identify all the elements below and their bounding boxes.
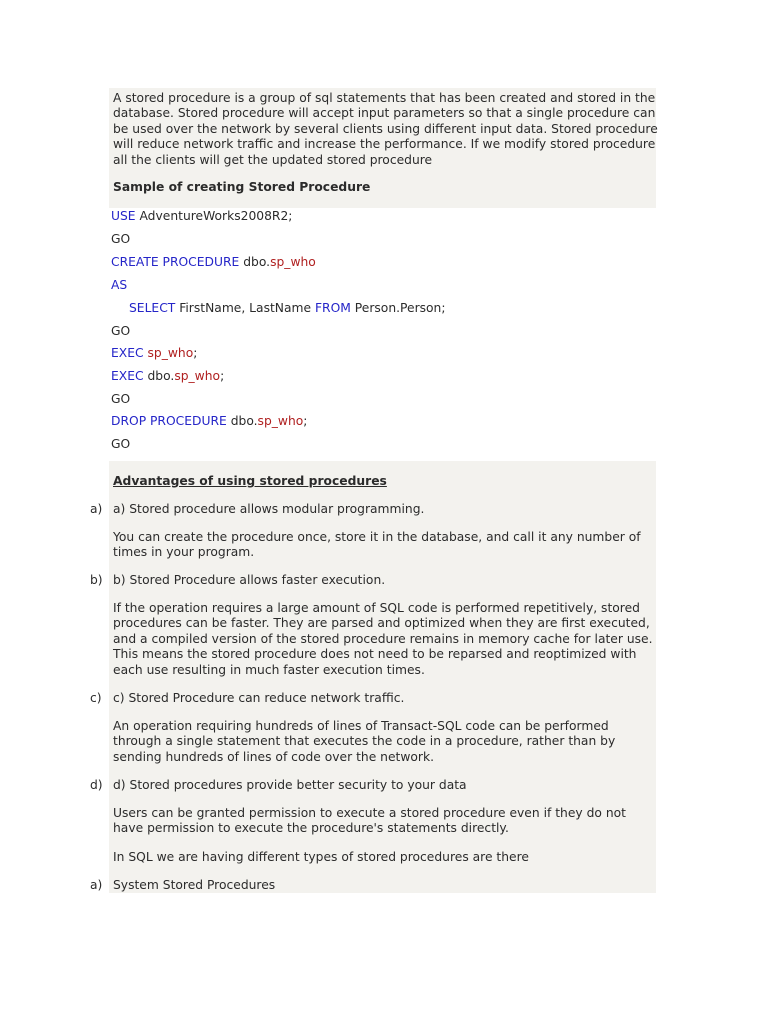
types-intro: In SQL we are having different types of stored procedures are there <box>113 850 529 864</box>
code-line: EXEC dbo.sp_who; <box>111 369 225 383</box>
item-title: b) Stored Procedure allows faster execution. <box>113 573 386 587</box>
code-line: GO <box>111 392 131 406</box>
code-line: EXEC sp_who; <box>111 346 198 360</box>
code-line: USE AdventureWorks2008R2; <box>111 209 293 223</box>
list-marker: d) <box>90 778 103 792</box>
code-line: AS <box>111 278 128 292</box>
list-marker: a) <box>90 502 103 516</box>
code-line: GO <box>111 232 131 246</box>
item-title: c) Stored Procedure can reduce network traffic. <box>113 691 405 705</box>
item-body: If the operation requires a large amount of SQL code is performed repetitively, stored procedures can be faster. They are parsed and optimized when they are first executed, and a compiled version of the stored procedure remains in memory cache for later use. This means the stored procedure does not need to be reparsed and reoptimized with each use resulting in much faster execution times. <box>113 601 653 677</box>
code-line: CREATE PROCEDURE dbo.sp_who <box>111 255 316 269</box>
item-body: An operation requiring hundreds of lines of Transact-SQL code can be performed through a single statement that executes the code in a procedure, rather than by sending hundreds of lines of code over the network. <box>113 719 616 764</box>
item-body: Users can be granted permission to execute a stored procedure even if they do not have permission to execute the procedure's statements directly. <box>113 806 626 836</box>
intro-paragraph: A stored procedure is a group of sql statements that has been created and stored in the database. Stored procedure will accept input parameters so that a single procedure can be used over the network by several clients using different input data. Stored procedure will reduce network traffic and increase the performance. If we modify stored procedure all the clients will get the updated stored procedure <box>113 91 658 167</box>
code-line: SELECT FirstName, LastName FROM Person.Person; <box>129 301 446 315</box>
type-item: System Stored Procedures <box>113 878 276 892</box>
code-line: DROP PROCEDURE dbo.sp_who; <box>111 414 308 428</box>
list-marker: b) <box>90 573 103 587</box>
list-marker: c) <box>90 691 102 705</box>
code-line: GO <box>111 437 131 451</box>
list-marker: a) <box>90 878 103 892</box>
sample-heading: Sample of creating Stored Procedure <box>113 180 371 194</box>
item-title: a) Stored procedure allows modular programming. <box>113 502 425 516</box>
code-line: GO <box>111 324 131 338</box>
item-body: You can create the procedure once, store it in the database, and call it any number of times in your program. <box>113 530 641 560</box>
item-title: d) Stored procedures provide better security to your data <box>113 778 467 792</box>
advantages-heading: Advantages of using stored procedures <box>113 474 387 488</box>
